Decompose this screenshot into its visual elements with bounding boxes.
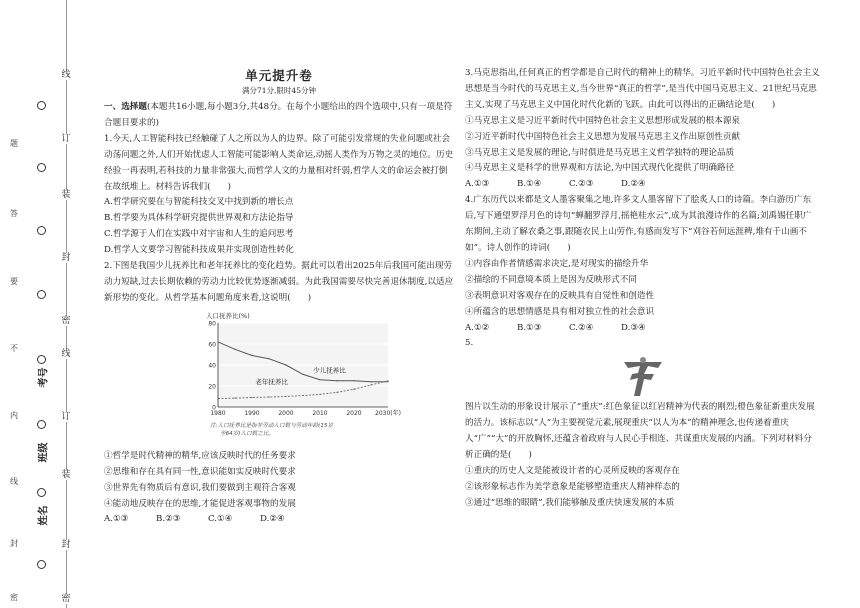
left-column [104,0,454,528]
q2-statement-2: ②思维和存在具有同一性,意识能如实反映时代要求 [104,466,296,477]
binding-char: 装 [61,190,71,200]
binding-hole [37,226,46,235]
q3-option-b: B.①④ [517,179,542,190]
data-point [353,388,354,389]
section-instructions: (本题共16小题,每小题3分,共48分。在每个小题给出的四个选项中,只有一项是符合题目要求的) [104,102,453,128]
y-tick-label: 80 [208,320,216,328]
binding-hole [37,101,46,110]
data-point [285,396,286,397]
binding-char: 装 [61,470,71,480]
binding-char: 订 [61,412,71,422]
binding-hole [37,560,46,569]
q2-option-a: A.①③ [104,514,129,525]
seal-char: 要 [10,277,18,286]
seal-char: 线 [10,477,18,486]
binding-char: 线 [61,70,71,80]
question-1-stem: 1.今天,人工智能科技已经触碰了人之所以为人的边界。除了可能引发常规的失业问题或社会动荡问题之外,人们开始忧虑人工智能可能影响人类命运,动摇人类作为万物之灵的地位。历史经验一再表明,若科技的力量非常强大,而哲学人文的力量相对纤弱,哲学人文的命运会被打倒在故纸堆上。材料告诉我们( ) [104,133,454,192]
data-point [336,391,337,392]
q1-option-b: B.哲学要为具体科学研究提供世界观和方法论指导 [104,213,294,224]
binding-line [66,0,67,608]
x-tick-label: 2000 [278,409,294,417]
x-tick-label: 2020 [346,409,362,417]
y-tick-label: 0 [212,404,216,412]
student-number-label: 考号 [38,367,50,388]
data-point [251,355,252,356]
q1-option-c: C.哲学源于人们在实践中对宇宙和人生的追问思考 [104,229,294,240]
binding-char: 封 [61,540,71,550]
seal-char: 内 [10,411,18,420]
seal-char: 题 [10,139,18,148]
q3-statement-3: ③马克思主义是发展的理论,与时俱进是马克思主义哲学独特的理论品质 [465,147,735,158]
x-tick-label: 2010 [312,409,328,417]
chart-note: 至64岁)人口数之比。 [220,430,275,437]
x-tick-label: 2030(年) [375,409,401,417]
data-point [336,380,337,381]
q2-option-c: C.①④ [208,514,233,525]
binding-char: 订 [61,134,71,144]
data-point [319,379,320,380]
dependency-ratio-chart [202,309,402,449]
data-point [319,394,320,395]
data-point [268,396,269,397]
q4-statement-2: ②描绘的不同意境本质上是因为反映形式不同 [465,274,637,285]
data-point [251,397,252,398]
chart-note: 注:人口抚养比是指非劳动人口数与劳动年龄(15岁 [210,422,334,429]
section-heading [104,100,454,132]
data-point [217,341,218,342]
x-tick-label: 1980 [210,409,226,417]
data-point [370,381,371,382]
data-point [302,395,303,396]
right-column [465,66,820,512]
question-2-stem: 2.下图是我国少儿抚养比和老年抚养比的变化趋势。据此可以看出2025年后我国可能出现劳动力短缺,过去长期依赖的劳动力比较优势逐渐减弱。为此我国需要尽快完善退休制度,以适应新形势的变化。从哲学基本问题角度来看,这说明( ) [104,261,454,303]
question-5-number: 5. [465,338,474,349]
seal-char: 答 [10,209,18,218]
page-title: 单元提升卷 [245,68,313,83]
q3-option-c: C.②③ [569,179,594,190]
data-point [387,380,388,381]
q4-option-a: A.①② [465,322,490,333]
q3-option-a: A.①③ [465,179,490,190]
q4-statement-4: ④所蕴含的思想情感是具有相对独立性的社会意识 [465,306,655,317]
binding-hole [37,290,46,299]
question-5-stem: 图片以生动的形象设计展示了“重庆”:红色象征以红岩精神为代表的刚烈;橙色象征新重庆发展的活力。该标志以“人”为主要视觉元素,展现重庆“以人为本”的精神理念,也传递着重庆人“广”“大”的开放胸怀,还蕴含着政府与人民心手相连、共谋重庆发展的内涵。下列对材料分析正确的是( ) [465,402,815,461]
x-tick-label: 1990 [244,409,260,417]
data-point [302,374,303,375]
seal-char: 密 [10,593,18,602]
data-point [234,348,235,349]
q2-option-b: B.②③ [156,514,181,525]
q1-option-d: D.哲学人文要学习智能科技成果并实现创造性转化 [104,245,294,256]
chongqing-logo-icon [618,356,668,400]
q3-statement-4: ④马克思主义是科学的世界观和方法论,为中国式现代化提供了明确路径 [465,163,735,174]
q2-options [104,512,454,528]
q3-options [465,177,820,193]
q4-statement-3: ③表明意识对客观存在的反映具有自觉性和创造性 [465,290,655,301]
q3-statement-1: ①马克思主义是习近平新时代中国特色社会主义思想形成发展的根本源泉 [465,115,741,126]
question-4-stem: 4.广东历代以来都是文人墨客聚集之地,许多文人墨客留下了脍炙人口的诗篇。李白游历广东后,写下通望罗浮月色的诗句“蝉翻罗浮月,摇艳桂水云”,成为其浪漫诗作的名篇;刘禹锡任职广东期间,主动了解农桑之事,跟随农民上山劳作,有感而发写下“刈谷若何远涯稗,堆有千山画不如”。诗人创作的诗词( ) [465,195,812,253]
q5-statement-3: ③通过“思维的眼睛”,我们能够触及重庆快速发展的本质 [465,497,675,508]
data-point [370,384,371,385]
binding-char: 线 [61,349,71,359]
seal-char: 封 [10,539,18,548]
data-point [268,358,269,359]
q5-statement-1: ①重庆的历史人文是能被设计者的心灵所反映的客观存在 [465,465,680,476]
q5-statement-2: ②该形象标志作为美学意象是能够塑造重庆人精神样态的 [465,481,680,492]
seal-char: 不 [10,344,18,353]
data-point [353,380,354,381]
y-tick-label: 20 [208,383,216,391]
q2-statement-4: ④能动地反映存在的思维,才能促进客观事物的发展 [104,498,296,509]
q4-option-c: C.②④ [569,322,594,333]
data-point [387,381,388,382]
q4-statement-1: ①内容由作者情感需求决定,是对现实的描绘升华 [465,258,649,269]
question-3-stem: 3.马克思指出,任何真正的哲学都是自己时代的精神上的精华。习近平新时代中国特色社会主义思想是当今时代的马克思主义,当今世界“真正的哲学”,是当代中国马克思主义、21世纪马克思主义,实现了马克思主义中国化时代化新的飞跃。由此可以得出的正确结论是( ) [465,68,820,110]
data-point [217,398,218,399]
series-label: 少儿抚养比 [313,366,346,375]
binding-hole [37,163,46,172]
chart-svg [202,309,402,449]
series-label: 老年抚养比 [255,377,288,386]
binding-char: 封 [61,253,71,263]
q2-option-d: D.②④ [260,514,285,525]
chongqing-logo [465,356,820,400]
data-point [234,397,235,398]
binding-margin [0,0,85,608]
q2-statement-1: ①哲学是时代精神的精华,应该反映时代的任务要求 [104,450,296,461]
q2-statement-3: ③世界先有物质后有意识,我们要做到主观符合客观 [104,482,296,493]
q4-options [465,321,820,337]
data-point [285,364,286,365]
binding-char: 密 [61,594,71,604]
section-title: 一、选择题 [104,102,147,112]
class-label: 班级 [38,442,50,463]
q4-option-d: D.③④ [621,322,646,333]
q3-option-d: D.②④ [621,179,646,190]
binding-char: 密 [61,316,71,326]
q3-statement-2: ②习近平新时代中国特色社会主义思想为发展马克思主义作出原创性贡献 [465,131,741,142]
y-tick-label: 40 [208,362,216,370]
binding-hole [37,420,46,429]
q1-option-a: A.哲学研究要在与智能科技交叉中找到新的增长点 [104,197,294,208]
y-tick-label: 60 [208,341,216,349]
name-label: 姓名 [38,505,50,526]
q4-option-b: B.①③ [517,322,542,333]
chart-title: 人口抚养比(%) [206,311,250,320]
exam-subtitle: 满分71分,限时45分钟 [242,86,316,95]
